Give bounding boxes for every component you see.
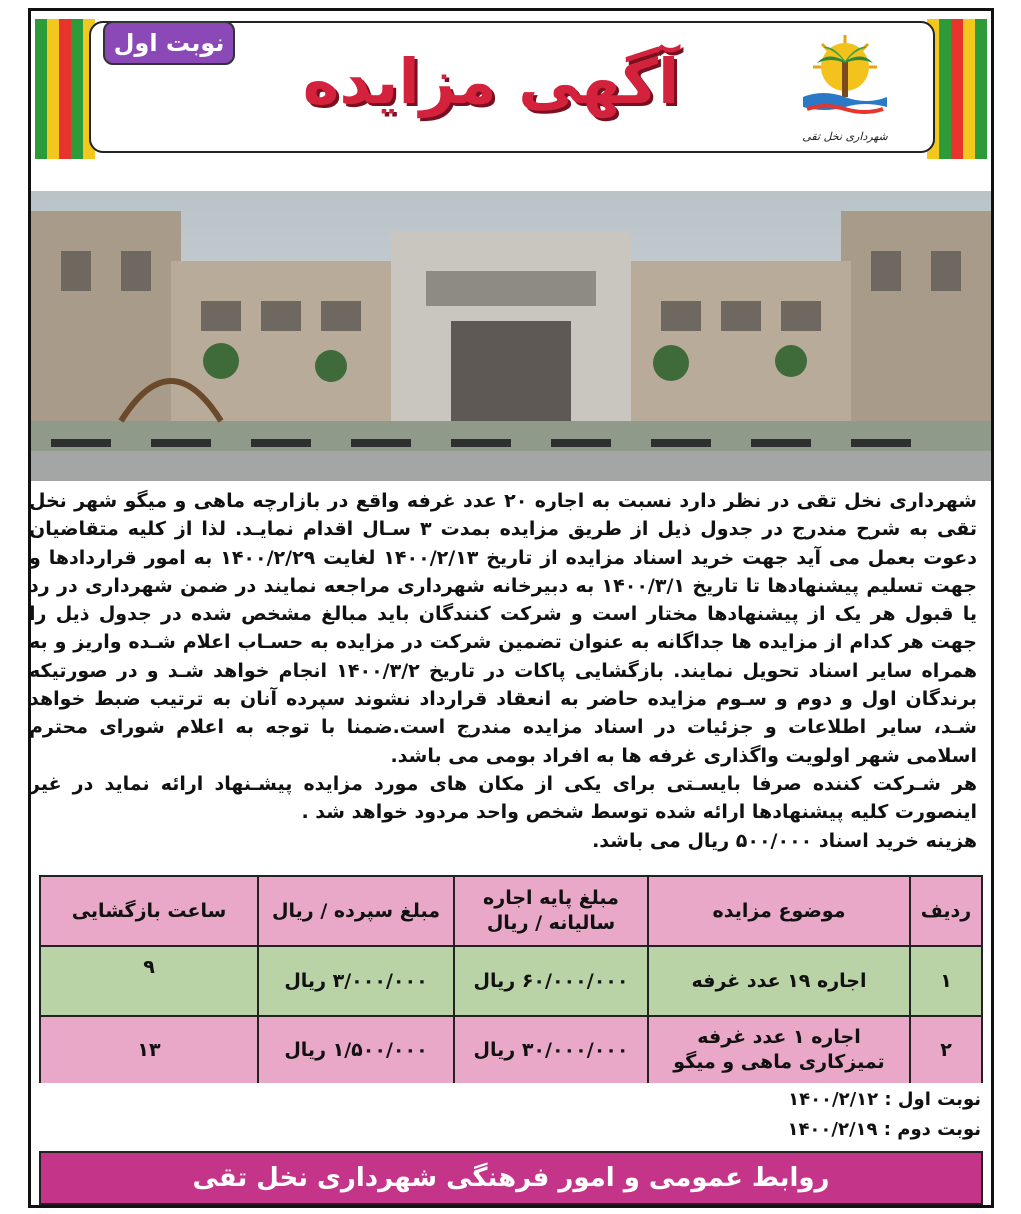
table-header-cell: ردیف [909,877,981,947]
table-row [41,947,981,1017]
logo-caption: شهرداری نخل تقی [802,130,888,143]
ad-title: آگهی مزایده [302,45,680,118]
municipality-logo [793,31,897,143]
ad-header [31,11,991,161]
table-header-row [41,877,981,947]
table-header-cell: ساعت بازگشایی [41,877,257,947]
body-paragraph: شهرداری نخل تقی در نظر دارد نسبت به اجاره ۲۰ عدد غرفه واقع در بازارچه ماهی و میگو شهر نخل تقی به شرح مندرج در جدول ذیل از طریق مزایده بمدت ۳ سـال اقدام نمایـد. لذا از کلیه متقاضیان دعوت بعمل می آید جهت خرید اسناد مزایده از تاریخ ۱۴۰۰/۲/۱۳ لغایت ۱۴۰۰/۲/۲۹ به امور قراردادها و جهت تسلیم پیشنهادها تا تاریخ ۱۴۰۰/۳/۱ به دبیرخانه شهرداری مراجعه نمایند در ضمن شهرداری در رد یا قبول هر یک از پیشنهادها مختار است و شرکت کنندگان باید مبالغ مشخص شده در جدول ذیل را جهت هر کدام از مزایده ها جداگانه به عنوان تضمین شرکت در مزایده به حسـاب اعلام شـده واریز و به همراه سایر اسناد تحویل نمایند. بازگشایی پاکات در تاریخ ۱۴۰۰/۳/۲ انجام خواهد شـد و در صورتیکه برندگان اول و دوم و سـوم مزایده حاضر به انعقاد قرارداد نشوند سپرده آنان به ترتیب ضبط خواهد شـد، سایر اطلاعات و جزئیات در اسناد مزایده مندرج است.ضمنا با توجه به اعلام شورای محترم اسلامی شهر اولویت واگذاری غرفه ها به افراد بومی می باشد. [29,490,978,767]
table-cell: ۲ [909,1017,981,1083]
table-cell: ۱۳ [137,1038,161,1061]
ad-footer: روابط عمومی و امور فرهنگی شهرداری نخل تقی [39,1151,983,1205]
palm-sun-logo-icon [793,31,897,121]
table-cell: ۹ [41,947,257,1017]
round-badge: نوبت اول [103,21,235,65]
table-cell: ۱/۵۰۰/۰۰۰ ریال [257,1017,453,1083]
table-cell: ۳/۰۰۰/۰۰۰ ریال [257,947,453,1017]
ad-frame [28,8,994,1208]
table-header-cell: مبلغ سپرده / ریال [257,877,453,947]
auction-table [39,875,983,1083]
first-publication-date: نوبت اول : ۱۴۰۰/۲/۱۲ [788,1089,981,1110]
table-cell: ۶۰/۰۰۰/۰۰۰ ریال [453,947,647,1017]
flag-stripe-left [35,19,95,159]
publication-dates [787,1085,981,1145]
ad-body-text [29,487,977,855]
table-cell: اجاره ۱ عدد غرفه تمیزکاری ماهی و میگو [647,1017,909,1083]
body-paragraph: هر شـرکت کننده صرفا بایسـتی برای یکی از مکان های مورد مزایده پیشـنهاد ارائه نماید در غیر اینصورت کلیه پیشنهادها ارائه شده توسط شخص واحد مردود خواهد شد . [29,772,977,824]
flag-stripe-right [927,19,987,159]
second-publication-date: نوبت دوم : ۱۴۰۰/۲/۱۹ [787,1119,981,1140]
table-cell: ۱ [909,947,981,1017]
table-cell: ۳۰/۰۰۰/۰۰۰ ریال [453,1017,647,1083]
body-paragraph: هزینه خرید اسناد ۵۰۰/۰۰۰ ریال می باشد. [592,829,977,852]
table-row [41,1017,981,1083]
table-header-cell: مبلغ پایه اجاره سالیانه / ریال [453,877,647,947]
table-header-cell: موضوع مزایده [647,877,909,947]
municipality-building-photo [31,191,991,481]
table-cell: اجاره ۱۹ عدد غرفه [647,947,909,1017]
